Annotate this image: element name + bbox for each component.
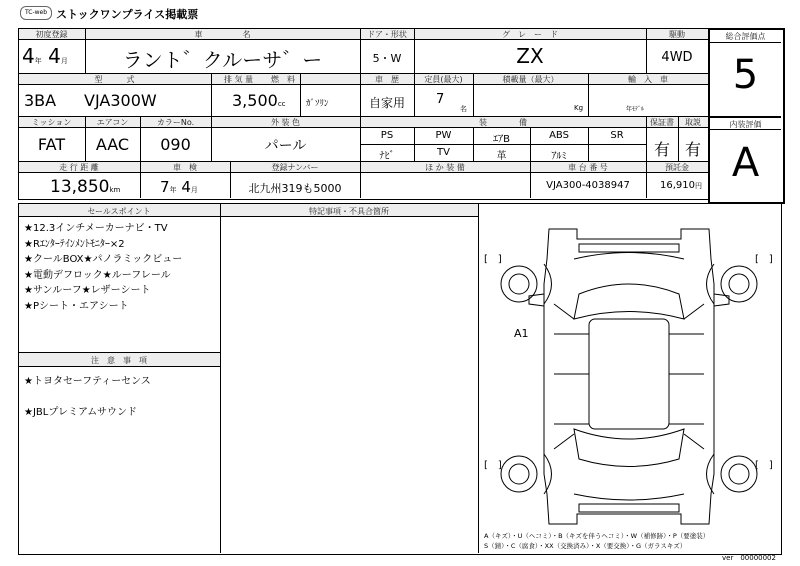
warranty-label: 保証書 (650, 118, 674, 127)
equip-navi: ﾅﾋﾞ (379, 151, 395, 162)
warranty-value: 有 (653, 140, 670, 159)
interior-score-label: 内装評価 (729, 120, 762, 129)
page-title: ストックワンプライス掲載票 (56, 8, 199, 21)
equip-alloy: ｱﾙﾐ (551, 151, 567, 162)
car-name: ラント゛クルーサ゛ー (122, 48, 323, 72)
manual-label: 取説 (685, 118, 701, 127)
capacity-value: 7 (436, 92, 445, 107)
list-item: ★12.3インチメーカーナビ・TV (24, 223, 168, 234)
aircon-value: AAC (95, 135, 130, 154)
car-damage-diagram (479, 204, 779, 534)
special-label: 特記事項・不具合箇所 (309, 207, 389, 216)
displacement-label: 排 気 量 (223, 75, 254, 84)
manual-value: 有 (684, 140, 701, 159)
plate-value: 北九州319も5000 (248, 182, 342, 195)
aircon-label: エアコン (96, 118, 129, 127)
model-prefix: 3BA (24, 91, 57, 110)
bracket-top-left: [ ] (484, 254, 502, 265)
recycle-value: 16,910円 (660, 180, 702, 191)
notes-list (24, 374, 151, 420)
color-no-label: カラーNo. (156, 118, 195, 127)
bracket-bottom-right: [ ] (755, 460, 773, 471)
equip-pw: PW (435, 130, 452, 141)
legend-line-2: S（錆）・C（腐食）・XX（交換済み）・X（要交換）・G（ガラスキズ） (484, 542, 687, 550)
list-item: ★Rｴﾝﾀｰﾃｲﾝﾒﾝﾄﾓﾆﾀｰ×2 (24, 238, 125, 250)
bracket-bottom-left: [ ] (484, 460, 502, 471)
notes-label: 注 意 事 項 (91, 356, 147, 365)
fuel-value: ｶﾞｿﾘﾝ (306, 99, 329, 109)
legend-line-1: A（キズ）・U（ヘコミ）・B（キズを伴うヘコミ）・W（補修跡）・P（要塗装） (484, 532, 710, 540)
capacity-label: 定員(最大) (424, 75, 463, 84)
door-shape: 5・W (372, 52, 402, 65)
load-label: 積載量（最大） (502, 75, 559, 84)
mission-label: ミッション (31, 118, 72, 127)
list-item: ★Pシート・エアシート (24, 300, 129, 312)
history-value: 自家用 (368, 96, 405, 110)
mission-value: FAT (37, 135, 66, 154)
equip-airbag: ｴｱB (493, 134, 510, 145)
ext-color-value: パール (264, 138, 307, 154)
import-label: 輸 入 車 (628, 75, 668, 84)
model-value: VJA300W (84, 91, 157, 110)
list-item: ★サンルーフ★レザーシート (24, 285, 151, 296)
first-reg-label: 初度登録 (35, 30, 68, 39)
grade-value: ZX (516, 44, 544, 68)
interior-score: A (731, 140, 760, 186)
version-label: ver 00000002 (722, 554, 776, 562)
overall-score: 5 (732, 52, 759, 98)
model-label: 型 式 (94, 75, 135, 84)
car-name-label: 車 名 (194, 30, 251, 39)
other-equip-label: ほ か 装 備 (425, 163, 465, 172)
equip-leather: 革 (496, 151, 507, 162)
list-item: ★電動デフロック★ルーフレール (24, 269, 171, 281)
list-item (24, 390, 151, 405)
logo: TC-web (20, 6, 52, 20)
mileage-value: 13,850km (50, 177, 121, 197)
capacity-unit: 名 (460, 105, 467, 113)
chassis-value: VJA300-4038947 (546, 180, 630, 191)
drive-value: 4WD (661, 50, 693, 65)
list-item: ★クールBOX★パノラミックビュー (24, 254, 183, 265)
mileage-label: 走 行 距 離 (59, 163, 99, 172)
bracket-top-right: [ ] (755, 254, 773, 265)
ext-color-label: 外 装 色 (270, 118, 301, 127)
equip-sr: SR (610, 130, 624, 141)
history-label: 車 歴 (375, 75, 399, 84)
sales-points-label: セールスポイント (87, 207, 151, 216)
door-label: ドア・形状 (367, 30, 407, 39)
recycle-label: 預託金 (665, 163, 689, 172)
sales-points-list (24, 221, 182, 314)
load-unit: Kg (574, 104, 584, 112)
damage-mark-a1: A1 (514, 327, 529, 340)
equip-tv: TV (437, 147, 450, 158)
list-item: ★JBLプレミアムサウンド (24, 406, 138, 418)
first-reg-value: 4年 4月 (22, 44, 68, 68)
color-no-value: 090 (160, 135, 191, 154)
import-note: 年ﾓﾃﾞﾙ (626, 106, 645, 113)
chassis-label: 車 台 番 号 (568, 163, 608, 172)
plate-label: 登録ナンバー (271, 163, 319, 172)
inspection-label: 車 検 (173, 163, 197, 172)
grade-label: グ レ ー ド (502, 30, 558, 39)
displacement-value: 3,500cc (232, 91, 286, 110)
drive-label: 駆動 (669, 30, 685, 39)
equipment-label: 装 備 (479, 118, 527, 127)
overall-score-label: 総合評価点 (725, 32, 766, 41)
equip-abs: ABS (549, 130, 569, 141)
inspection-value: 7年 4月 (160, 178, 198, 196)
list-item: ★トヨタセーフティーセンス (24, 376, 151, 387)
fuel-label: 燃 料 (271, 75, 295, 84)
equip-ps: PS (380, 130, 394, 141)
